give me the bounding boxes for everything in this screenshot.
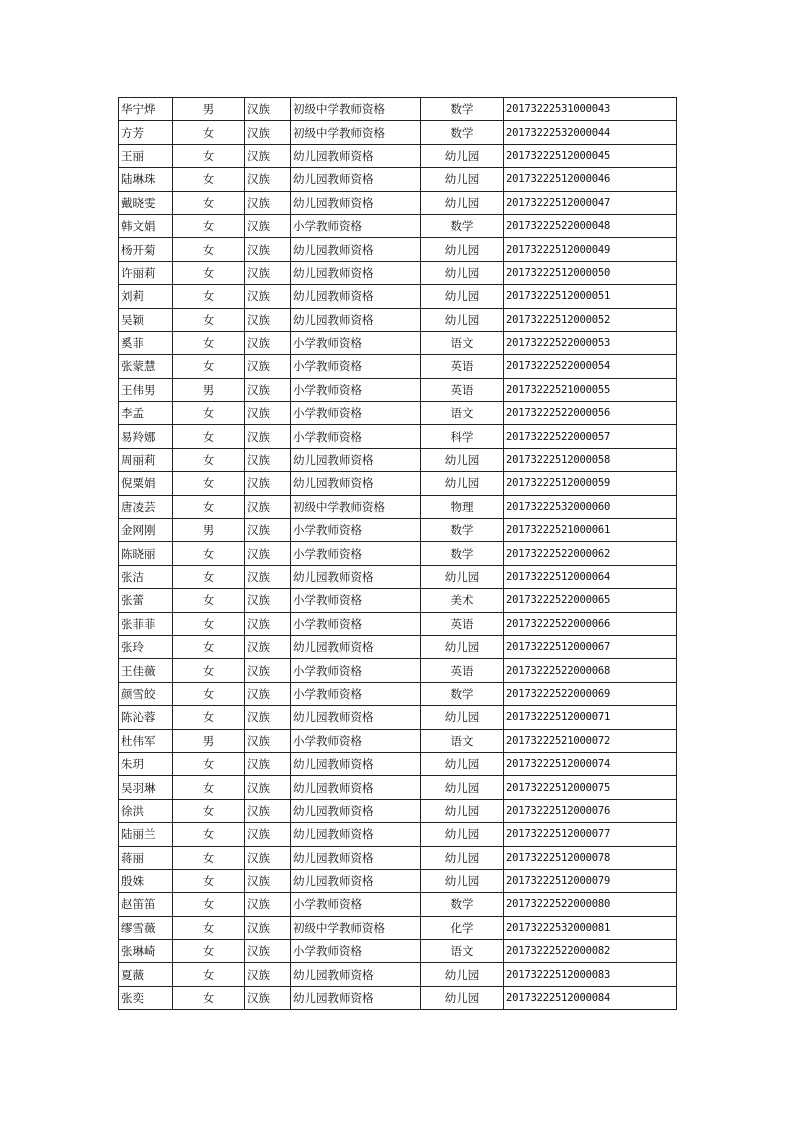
subject-cell: 数学 [421,542,504,565]
table-row [119,589,677,612]
ethnicity-cell: 汉族 [245,635,291,658]
table-row [119,706,677,729]
ethnicity-cell: 汉族 [245,776,291,799]
ethnicity-cell: 汉族 [245,659,291,682]
qualification-cell: 幼儿园教师资格 [291,308,421,331]
subject-cell: 幼儿园 [421,285,504,308]
qualification-cell: 幼儿园教师资格 [291,799,421,822]
subject-cell: 科学 [421,425,504,448]
subject-cell: 美术 [421,589,504,612]
table-row [119,542,677,565]
certificate-number-cell: 20173222521000072 [504,729,677,752]
subject-cell: 幼儿园 [421,308,504,331]
certificate-number-cell: 20173222512000050 [504,261,677,284]
ethnicity-cell: 汉族 [245,472,291,495]
table-row [119,285,677,308]
table-row [119,308,677,331]
qualification-cell: 幼儿园教师资格 [291,168,421,191]
certificate-number-cell: 20173222522000066 [504,612,677,635]
table-row [119,378,677,401]
table-row [119,519,677,542]
qualification-cell: 小学教师资格 [291,682,421,705]
subject-cell: 幼儿园 [421,986,504,1009]
gender-cell: 女 [173,542,245,565]
name-cell: 殷姝 [119,869,173,892]
qualification-cell: 小学教师资格 [291,402,421,425]
gender-cell: 女 [173,612,245,635]
roster-table-body [119,98,677,1010]
certificate-number-cell: 20173222512000045 [504,144,677,167]
name-cell: 张蒙慧 [119,355,173,378]
certificate-number-cell: 20173222512000075 [504,776,677,799]
ethnicity-cell: 汉族 [245,378,291,401]
certificate-number-cell: 20173222522000048 [504,214,677,237]
table-row [119,893,677,916]
ethnicity-cell: 汉族 [245,144,291,167]
qualification-cell: 幼儿园教师资格 [291,191,421,214]
certificate-number-cell: 20173222522000057 [504,425,677,448]
subject-cell: 幼儿园 [421,144,504,167]
ethnicity-cell: 汉族 [245,98,291,121]
table-row [119,565,677,588]
name-cell: 张琳崎 [119,940,173,963]
certificate-number-cell: 20173222512000074 [504,752,677,775]
ethnicity-cell: 汉族 [245,168,291,191]
name-cell: 李孟 [119,402,173,425]
certificate-number-cell: 20173222512000076 [504,799,677,822]
subject-cell: 语文 [421,331,504,354]
certificate-number-cell: 20173222532000060 [504,495,677,518]
gender-cell: 女 [173,776,245,799]
ethnicity-cell: 汉族 [245,893,291,916]
subject-cell: 英语 [421,659,504,682]
table-row [119,823,677,846]
gender-cell: 女 [173,238,245,261]
certificate-number-cell: 20173222512000071 [504,706,677,729]
subject-cell: 幼儿园 [421,472,504,495]
name-cell: 王丽 [119,144,173,167]
gender-cell: 女 [173,706,245,729]
qualification-cell: 幼儿园教师资格 [291,565,421,588]
subject-cell: 幼儿园 [421,963,504,986]
name-cell: 周丽莉 [119,448,173,471]
certificate-number-cell: 20173222512000051 [504,285,677,308]
ethnicity-cell: 汉族 [245,448,291,471]
table-row [119,214,677,237]
certificate-number-cell: 20173222521000061 [504,519,677,542]
ethnicity-cell: 汉族 [245,308,291,331]
ethnicity-cell: 汉族 [245,331,291,354]
ethnicity-cell: 汉族 [245,191,291,214]
table-row [119,869,677,892]
gender-cell: 女 [173,799,245,822]
table-row [119,682,677,705]
qualification-cell: 初级中学教师资格 [291,121,421,144]
table-row [119,425,677,448]
name-cell: 杨开菊 [119,238,173,261]
subject-cell: 幼儿园 [421,799,504,822]
subject-cell: 英语 [421,355,504,378]
subject-cell: 幼儿园 [421,752,504,775]
certificate-number-cell: 20173222512000078 [504,846,677,869]
name-cell: 杜伟军 [119,729,173,752]
qualification-cell: 幼儿园教师资格 [291,285,421,308]
ethnicity-cell: 汉族 [245,425,291,448]
table-row [119,963,677,986]
qualification-cell: 幼儿园教师资格 [291,846,421,869]
table-row [119,776,677,799]
gender-cell: 女 [173,191,245,214]
name-cell: 张洁 [119,565,173,588]
table-row [119,121,677,144]
table-row [119,144,677,167]
name-cell: 陈沁蓉 [119,706,173,729]
certificate-number-cell: 20173222522000068 [504,659,677,682]
subject-cell: 幼儿园 [421,261,504,284]
certificate-number-cell: 20173222531000043 [504,98,677,121]
name-cell: 王佳薇 [119,659,173,682]
name-cell: 张奕 [119,986,173,1009]
name-cell: 王伟男 [119,378,173,401]
certificate-number-cell: 20173222522000065 [504,589,677,612]
table-row [119,846,677,869]
qualification-cell: 幼儿园教师资格 [291,823,421,846]
ethnicity-cell: 汉族 [245,823,291,846]
qualification-cell: 幼儿园教师资格 [291,963,421,986]
ethnicity-cell: 汉族 [245,752,291,775]
certificate-number-cell: 20173222512000047 [504,191,677,214]
subject-cell: 化学 [421,916,504,939]
certificate-number-cell: 20173222532000081 [504,916,677,939]
subject-cell: 数学 [421,519,504,542]
subject-cell: 物理 [421,495,504,518]
ethnicity-cell: 汉族 [245,565,291,588]
subject-cell: 幼儿园 [421,565,504,588]
name-cell: 吴羽琳 [119,776,173,799]
subject-cell: 语文 [421,940,504,963]
qualification-cell: 幼儿园教师资格 [291,752,421,775]
name-cell: 张菲菲 [119,612,173,635]
gender-cell: 女 [173,846,245,869]
subject-cell: 数学 [421,214,504,237]
qualification-cell: 小学教师资格 [291,589,421,612]
gender-cell: 女 [173,635,245,658]
gender-cell: 女 [173,916,245,939]
certificate-number-cell: 20173222512000083 [504,963,677,986]
name-cell: 赵笛笛 [119,893,173,916]
name-cell: 刘莉 [119,285,173,308]
qualification-cell: 幼儿园教师资格 [291,238,421,261]
ethnicity-cell: 汉族 [245,519,291,542]
name-cell: 陈晓丽 [119,542,173,565]
certificate-number-cell: 20173222522000080 [504,893,677,916]
gender-cell: 女 [173,355,245,378]
gender-cell: 女 [173,893,245,916]
subject-cell: 幼儿园 [421,823,504,846]
name-cell: 戴晓雯 [119,191,173,214]
ethnicity-cell: 汉族 [245,682,291,705]
table-row [119,402,677,425]
certificate-number-cell: 20173222522000082 [504,940,677,963]
teacher-roster-table [118,97,677,1010]
subject-cell: 英语 [421,612,504,635]
certificate-number-cell: 20173222522000069 [504,682,677,705]
table-row [119,472,677,495]
name-cell: 颜雪皎 [119,682,173,705]
table-row [119,916,677,939]
qualification-cell: 幼儿园教师资格 [291,144,421,167]
gender-cell: 女 [173,402,245,425]
subject-cell: 幼儿园 [421,706,504,729]
subject-cell: 幼儿园 [421,635,504,658]
gender-cell: 女 [173,425,245,448]
qualification-cell: 幼儿园教师资格 [291,869,421,892]
gender-cell: 女 [173,659,245,682]
subject-cell: 幼儿园 [421,448,504,471]
certificate-number-cell: 20173222512000046 [504,168,677,191]
name-cell: 易羚娜 [119,425,173,448]
table-row [119,612,677,635]
name-cell: 吴颖 [119,308,173,331]
name-cell: 陆丽兰 [119,823,173,846]
gender-cell: 女 [173,589,245,612]
name-cell: 陆琳珠 [119,168,173,191]
ethnicity-cell: 汉族 [245,238,291,261]
subject-cell: 语文 [421,729,504,752]
gender-cell: 女 [173,472,245,495]
ethnicity-cell: 汉族 [245,402,291,425]
qualification-cell: 小学教师资格 [291,612,421,635]
ethnicity-cell: 汉族 [245,355,291,378]
qualification-cell: 小学教师资格 [291,542,421,565]
ethnicity-cell: 汉族 [245,940,291,963]
subject-cell: 幼儿园 [421,191,504,214]
table-row [119,940,677,963]
table-row [119,168,677,191]
gender-cell: 女 [173,168,245,191]
table-row [119,261,677,284]
gender-cell: 女 [173,565,245,588]
qualification-cell: 小学教师资格 [291,659,421,682]
certificate-number-cell: 20173222512000058 [504,448,677,471]
gender-cell: 女 [173,308,245,331]
gender-cell: 女 [173,495,245,518]
ethnicity-cell: 汉族 [245,261,291,284]
qualification-cell: 幼儿园教师资格 [291,776,421,799]
certificate-number-cell: 20173222522000056 [504,402,677,425]
gender-cell: 女 [173,285,245,308]
certificate-number-cell: 20173222512000067 [504,635,677,658]
subject-cell: 英语 [421,378,504,401]
qualification-cell: 初级中学教师资格 [291,916,421,939]
qualification-cell: 幼儿园教师资格 [291,472,421,495]
gender-cell: 女 [173,986,245,1009]
qualification-cell: 初级中学教师资格 [291,495,421,518]
certificate-number-cell: 20173222512000064 [504,565,677,588]
qualification-cell: 幼儿园教师资格 [291,448,421,471]
qualification-cell: 幼儿园教师资格 [291,706,421,729]
table-row [119,986,677,1009]
qualification-cell: 幼儿园教师资格 [291,261,421,284]
certificate-number-cell: 20173222512000079 [504,869,677,892]
name-cell: 方芳 [119,121,173,144]
table-row [119,495,677,518]
ethnicity-cell: 汉族 [245,799,291,822]
qualification-cell: 小学教师资格 [291,378,421,401]
certificate-number-cell: 20173222512000049 [504,238,677,261]
name-cell: 夏薇 [119,963,173,986]
subject-cell: 语文 [421,402,504,425]
certificate-number-cell: 20173222512000052 [504,308,677,331]
table-row [119,635,677,658]
gender-cell: 女 [173,823,245,846]
table-row [119,331,677,354]
qualification-cell: 小学教师资格 [291,940,421,963]
subject-cell: 数学 [421,682,504,705]
certificate-number-cell: 20173222522000053 [504,331,677,354]
gender-cell: 女 [173,214,245,237]
table-row [119,659,677,682]
ethnicity-cell: 汉族 [245,846,291,869]
gender-cell: 女 [173,869,245,892]
gender-cell: 男 [173,378,245,401]
certificate-number-cell: 20173222522000054 [504,355,677,378]
subject-cell: 幼儿园 [421,846,504,869]
table-row [119,191,677,214]
name-cell: 奚菲 [119,331,173,354]
qualification-cell: 幼儿园教师资格 [291,986,421,1009]
qualification-cell: 初级中学教师资格 [291,98,421,121]
gender-cell: 女 [173,144,245,167]
ethnicity-cell: 汉族 [245,916,291,939]
qualification-cell: 小学教师资格 [291,331,421,354]
ethnicity-cell: 汉族 [245,986,291,1009]
gender-cell: 女 [173,121,245,144]
certificate-number-cell: 20173222521000055 [504,378,677,401]
gender-cell: 男 [173,729,245,752]
gender-cell: 男 [173,98,245,121]
table-row [119,799,677,822]
ethnicity-cell: 汉族 [245,121,291,144]
ethnicity-cell: 汉族 [245,589,291,612]
subject-cell: 幼儿园 [421,168,504,191]
qualification-cell: 小学教师资格 [291,893,421,916]
name-cell: 缪雪薇 [119,916,173,939]
table-row [119,448,677,471]
subject-cell: 幼儿园 [421,869,504,892]
subject-cell: 数学 [421,121,504,144]
table-row [119,238,677,261]
table-row [119,729,677,752]
name-cell: 倪粟娟 [119,472,173,495]
subject-cell: 幼儿园 [421,776,504,799]
certificate-number-cell: 20173222532000044 [504,121,677,144]
name-cell: 蒋丽 [119,846,173,869]
name-cell: 许丽莉 [119,261,173,284]
name-cell: 韩文娟 [119,214,173,237]
ethnicity-cell: 汉族 [245,706,291,729]
ethnicity-cell: 汉族 [245,542,291,565]
ethnicity-cell: 汉族 [245,214,291,237]
subject-cell: 数学 [421,893,504,916]
table-row [119,752,677,775]
ethnicity-cell: 汉族 [245,612,291,635]
qualification-cell: 幼儿园教师资格 [291,635,421,658]
certificate-number-cell: 20173222512000084 [504,986,677,1009]
ethnicity-cell: 汉族 [245,869,291,892]
certificate-number-cell: 20173222512000077 [504,823,677,846]
certificate-number-cell: 20173222512000059 [504,472,677,495]
gender-cell: 女 [173,682,245,705]
gender-cell: 女 [173,261,245,284]
gender-cell: 女 [173,940,245,963]
name-cell: 华宁烨 [119,98,173,121]
qualification-cell: 小学教师资格 [291,729,421,752]
gender-cell: 女 [173,331,245,354]
ethnicity-cell: 汉族 [245,963,291,986]
name-cell: 朱玥 [119,752,173,775]
gender-cell: 女 [173,448,245,471]
gender-cell: 女 [173,752,245,775]
ethnicity-cell: 汉族 [245,495,291,518]
name-cell: 唐凌芸 [119,495,173,518]
subject-cell: 数学 [421,98,504,121]
subject-cell: 幼儿园 [421,238,504,261]
table-row [119,98,677,121]
qualification-cell: 小学教师资格 [291,214,421,237]
name-cell: 张玲 [119,635,173,658]
name-cell: 金网刚 [119,519,173,542]
certificate-number-cell: 20173222522000062 [504,542,677,565]
gender-cell: 男 [173,519,245,542]
name-cell: 徐洪 [119,799,173,822]
qualification-cell: 小学教师资格 [291,355,421,378]
gender-cell: 女 [173,963,245,986]
ethnicity-cell: 汉族 [245,285,291,308]
table-row [119,355,677,378]
qualification-cell: 小学教师资格 [291,425,421,448]
ethnicity-cell: 汉族 [245,729,291,752]
qualification-cell: 小学教师资格 [291,519,421,542]
name-cell: 张蕾 [119,589,173,612]
